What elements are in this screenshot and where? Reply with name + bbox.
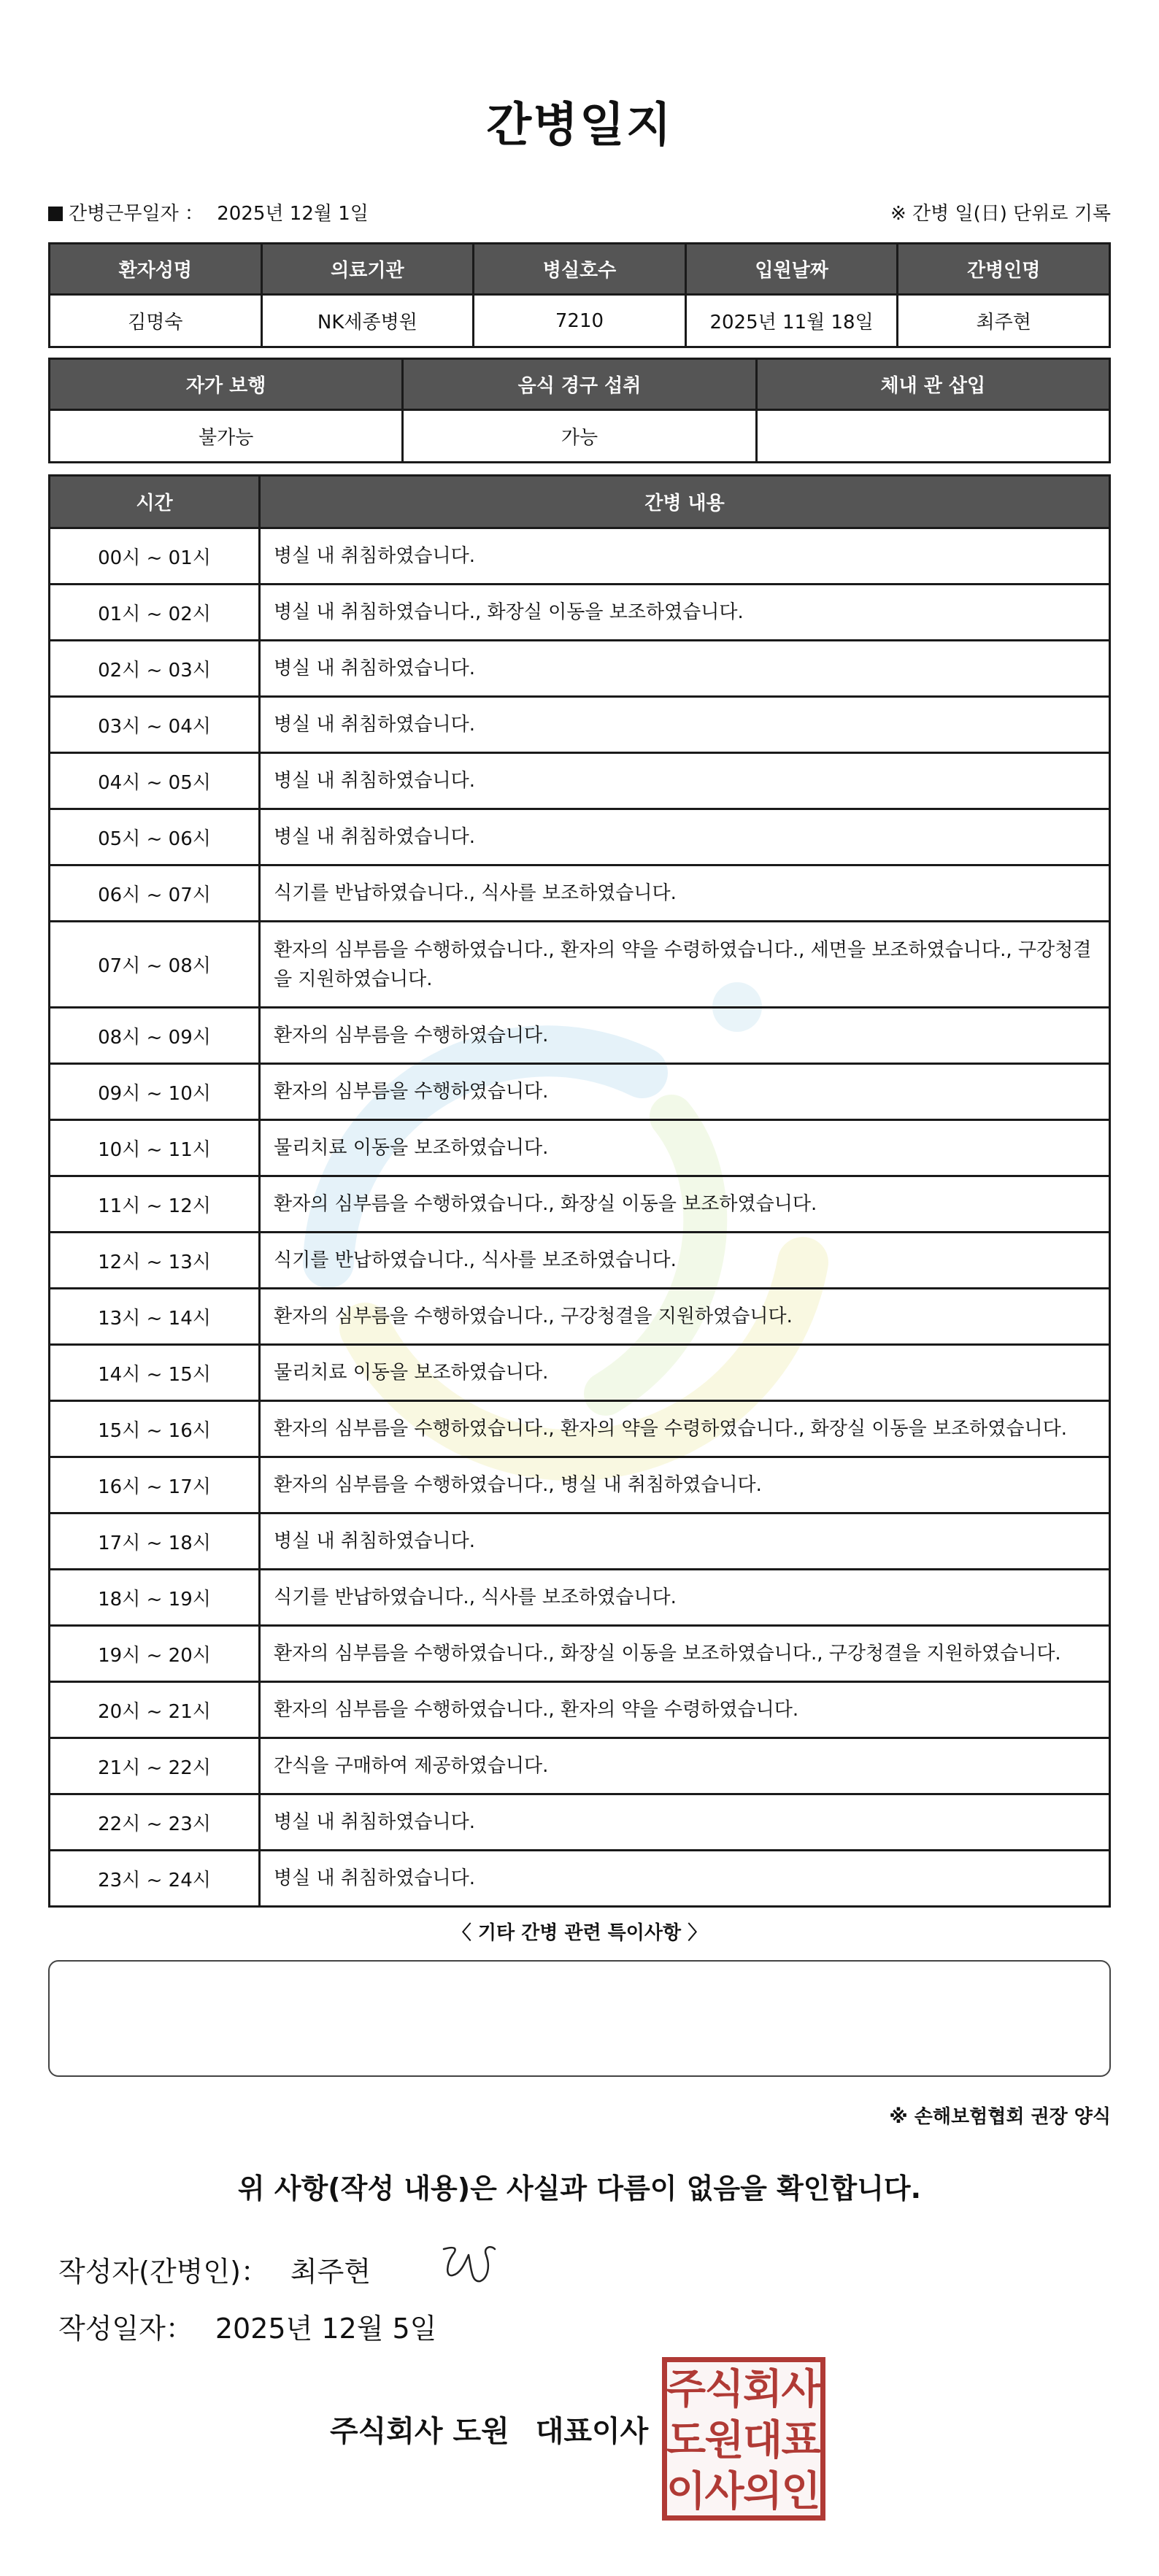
seal-glyph: 인 bbox=[781, 2468, 820, 2515]
log-content: 병실 내 취침하였습니다. bbox=[260, 809, 1110, 865]
care-log-table bbox=[48, 474, 1111, 1908]
log-time: 17시 ~ 18시 bbox=[50, 1513, 260, 1570]
seal-glyph: 회 bbox=[742, 2366, 783, 2413]
tube-insertion-value bbox=[756, 410, 1109, 463]
writer-label: 작성자(간병인)： bbox=[58, 2256, 269, 2288]
log-time: 22시 ~ 23시 bbox=[50, 1794, 260, 1851]
log-content: 환자의 심부름을 수행하였습니다., 구강청결을 지원하였습니다. bbox=[260, 1289, 1110, 1345]
care-log-row bbox=[50, 1176, 1110, 1233]
log-time: 20시 ~ 21시 bbox=[50, 1682, 260, 1738]
care-log-row bbox=[50, 1851, 1110, 1907]
seal-glyph: 사 bbox=[781, 2366, 820, 2413]
log-content: 환자의 심부름을 수행하였습니다. bbox=[260, 1008, 1110, 1064]
log-content: 환자의 심부름을 수행하였습니다., 환자의 약을 수령하였습니다. bbox=[260, 1682, 1110, 1738]
seal-glyph: 의 bbox=[742, 2468, 783, 2515]
patient-info-value-row bbox=[50, 295, 1110, 347]
log-time: 11시 ~ 12시 bbox=[50, 1176, 260, 1233]
log-content: 환자의 심부름을 수행하였습니다., 화장실 이동을 보조하였습니다., 구강청결을 지원하였습니다. bbox=[260, 1626, 1110, 1682]
care-log-row bbox=[50, 1345, 1110, 1401]
log-content: 물리치료 이동을 보조하였습니다. bbox=[260, 1120, 1110, 1176]
header-care-content: 간병 내용 bbox=[260, 476, 1110, 528]
self-walking-value: 불가능 bbox=[50, 410, 403, 463]
log-content: 물리치료 이동을 보조하였습니다. bbox=[260, 1345, 1110, 1401]
care-log-row bbox=[50, 1008, 1110, 1064]
care-log-row bbox=[50, 697, 1110, 753]
log-content: 병실 내 취침하였습니다. bbox=[260, 697, 1110, 753]
company-representative: 대표이사 bbox=[535, 2415, 649, 2448]
log-time: 18시 ~ 19시 bbox=[50, 1570, 260, 1626]
log-time: 10시 ~ 11시 bbox=[50, 1120, 260, 1176]
care-log-row bbox=[50, 1233, 1110, 1289]
log-time: 15시 ~ 16시 bbox=[50, 1401, 260, 1457]
log-time: 05시 ~ 06시 bbox=[50, 809, 260, 865]
care-log-row bbox=[50, 1120, 1110, 1176]
header-admission-date: 입원날짜 bbox=[685, 244, 898, 295]
recommended-form-note: ※ 손해보험협회 권장 양식 bbox=[889, 2106, 1111, 2128]
care-log-row bbox=[50, 1570, 1110, 1626]
header-tube-insertion: 체내 관 삽입 bbox=[756, 359, 1109, 410]
header-patient-name: 환자성명 bbox=[50, 244, 262, 295]
work-date bbox=[48, 198, 369, 225]
hospital-name: NK세종병원 bbox=[261, 295, 474, 347]
care-log-row bbox=[50, 1738, 1110, 1794]
written-date-label: 작성일자： bbox=[58, 2313, 193, 2345]
work-date-value: 2025년 12월 1일 bbox=[217, 203, 369, 225]
care-log-row bbox=[50, 1289, 1110, 1345]
log-time: 00시 ~ 01시 bbox=[50, 528, 260, 585]
header-self-walking: 자가 보행 bbox=[50, 359, 403, 410]
notes-box bbox=[48, 1960, 1111, 2077]
log-content: 환자의 심부름을 수행하였습니다., 병실 내 취침하였습니다. bbox=[260, 1457, 1110, 1513]
log-content: 병실 내 취침하였습니다., 화장실 이동을 보조하였습니다. bbox=[260, 585, 1110, 641]
seal-glyph: 이 bbox=[667, 2468, 706, 2515]
care-log-row bbox=[50, 1064, 1110, 1120]
written-date-line bbox=[58, 2306, 436, 2346]
log-content: 환자의 심부름을 수행하였습니다. bbox=[260, 1064, 1110, 1120]
patient-status-value-row bbox=[50, 410, 1110, 463]
care-log-row bbox=[50, 1794, 1110, 1851]
document-title: 간병일지 bbox=[486, 99, 673, 153]
patient-info-table bbox=[48, 242, 1111, 348]
header-room-number: 병실호수 bbox=[474, 244, 686, 295]
seal-glyph: 표 bbox=[781, 2417, 820, 2464]
header-oral-intake: 음식 경구 섭취 bbox=[403, 359, 756, 410]
meta-row bbox=[48, 198, 1111, 228]
care-log-row bbox=[50, 1401, 1110, 1457]
care-log-row bbox=[50, 585, 1110, 641]
log-time: 04시 ~ 05시 bbox=[50, 753, 260, 809]
seal-glyph: 원 bbox=[704, 2417, 744, 2464]
seal-glyph: 사 bbox=[704, 2468, 744, 2515]
care-log-row bbox=[50, 809, 1110, 865]
seal-glyph: 주 bbox=[667, 2366, 706, 2413]
care-log-row bbox=[50, 641, 1110, 697]
log-content: 병실 내 취침하였습니다. bbox=[260, 528, 1110, 585]
log-content: 환자의 심부름을 수행하였습니다., 환자의 약을 수령하였습니다., 세면을 보조하였습니다., 구강청결을 지원하였습니다. bbox=[260, 922, 1110, 1008]
log-time: 21시 ~ 22시 bbox=[50, 1738, 260, 1794]
log-time: 13시 ~ 14시 bbox=[50, 1289, 260, 1345]
header-caregiver-name: 간병인명 bbox=[898, 244, 1110, 295]
log-content: 식기를 반납하였습니다., 식사를 보조하였습니다. bbox=[260, 1233, 1110, 1289]
writer-name: 최주현 bbox=[290, 2256, 371, 2288]
confirmation-statement: 위 사항(작성 내용)은 사실과 다름이 없음을 확인합니다. bbox=[237, 2172, 922, 2205]
log-content: 병실 내 취침하였습니다. bbox=[260, 641, 1110, 697]
handwritten-signature bbox=[439, 2233, 498, 2291]
header-time: 시간 bbox=[50, 476, 260, 528]
log-time: 23시 ~ 24시 bbox=[50, 1851, 260, 1907]
seal-glyph: 대 bbox=[742, 2417, 783, 2464]
log-content: 식기를 반납하였습니다., 식사를 보조하였습니다. bbox=[260, 1570, 1110, 1626]
writer-line bbox=[58, 2249, 371, 2289]
log-content: 병실 내 취침하였습니다. bbox=[260, 1513, 1110, 1570]
written-date-value: 2025년 12월 5일 bbox=[215, 2313, 437, 2345]
room-number: 7210 bbox=[474, 295, 686, 347]
log-time: 08시 ~ 09시 bbox=[50, 1008, 260, 1064]
care-log-row bbox=[50, 922, 1110, 1008]
log-time: 14시 ~ 15시 bbox=[50, 1345, 260, 1401]
company-seal-stamp bbox=[662, 2357, 825, 2521]
seal-glyph: 식 bbox=[704, 2366, 744, 2413]
care-log-row bbox=[50, 1682, 1110, 1738]
care-log-row bbox=[50, 865, 1110, 922]
log-content: 환자의 심부름을 수행하였습니다., 환자의 약을 수령하였습니다., 화장실 이동을 보조하였습니다. bbox=[260, 1401, 1110, 1457]
company-name: 주식회사 도원 bbox=[330, 2415, 509, 2448]
record-unit-note: ※ 간병 일(日) 단위로 기록 bbox=[890, 203, 1111, 225]
care-log-row bbox=[50, 1513, 1110, 1570]
log-time: 12시 ~ 13시 bbox=[50, 1233, 260, 1289]
log-time: 06시 ~ 07시 bbox=[50, 865, 260, 922]
care-log-header-row bbox=[50, 476, 1110, 528]
log-time: 19시 ~ 20시 bbox=[50, 1626, 260, 1682]
care-log-row bbox=[50, 1626, 1110, 1682]
oral-intake-value: 가능 bbox=[403, 410, 756, 463]
patient-info-header-row bbox=[50, 244, 1110, 295]
log-time: 16시 ~ 17시 bbox=[50, 1457, 260, 1513]
square-bullet-icon bbox=[48, 207, 63, 221]
log-content: 병실 내 취침하였습니다. bbox=[260, 753, 1110, 809]
log-time: 01시 ~ 02시 bbox=[50, 585, 260, 641]
log-time: 02시 ~ 03시 bbox=[50, 641, 260, 697]
log-time: 07시 ~ 08시 bbox=[50, 922, 260, 1008]
care-log-row bbox=[50, 528, 1110, 585]
caregiver-name: 최주현 bbox=[898, 295, 1110, 347]
work-date-label: 간병근무일자 ： bbox=[69, 203, 204, 225]
notes-title: 〈 기타 간병 관련 특이사항 〉 bbox=[452, 1922, 707, 1944]
patient-status-header-row bbox=[50, 359, 1110, 410]
company-line bbox=[330, 2408, 648, 2450]
seal-icon bbox=[667, 2362, 820, 2515]
care-log-row bbox=[50, 753, 1110, 809]
patient-name: 김명숙 bbox=[50, 295, 262, 347]
log-content: 병실 내 취침하였습니다. bbox=[260, 1794, 1110, 1851]
admission-date: 2025년 11월 18일 bbox=[685, 295, 898, 347]
log-time: 03시 ~ 04시 bbox=[50, 697, 260, 753]
log-content: 식기를 반납하였습니다., 식사를 보조하였습니다. bbox=[260, 865, 1110, 922]
seal-glyph: 도 bbox=[667, 2417, 706, 2464]
log-time: 09시 ~ 10시 bbox=[50, 1064, 260, 1120]
patient-status-table bbox=[48, 358, 1111, 463]
log-content: 병실 내 취침하였습니다. bbox=[260, 1851, 1110, 1907]
log-content: 환자의 심부름을 수행하였습니다., 화장실 이동을 보조하였습니다. bbox=[260, 1176, 1110, 1233]
header-hospital: 의료기관 bbox=[261, 244, 474, 295]
care-log-row bbox=[50, 1457, 1110, 1513]
log-content: 간식을 구매하여 제공하였습니다. bbox=[260, 1738, 1110, 1794]
